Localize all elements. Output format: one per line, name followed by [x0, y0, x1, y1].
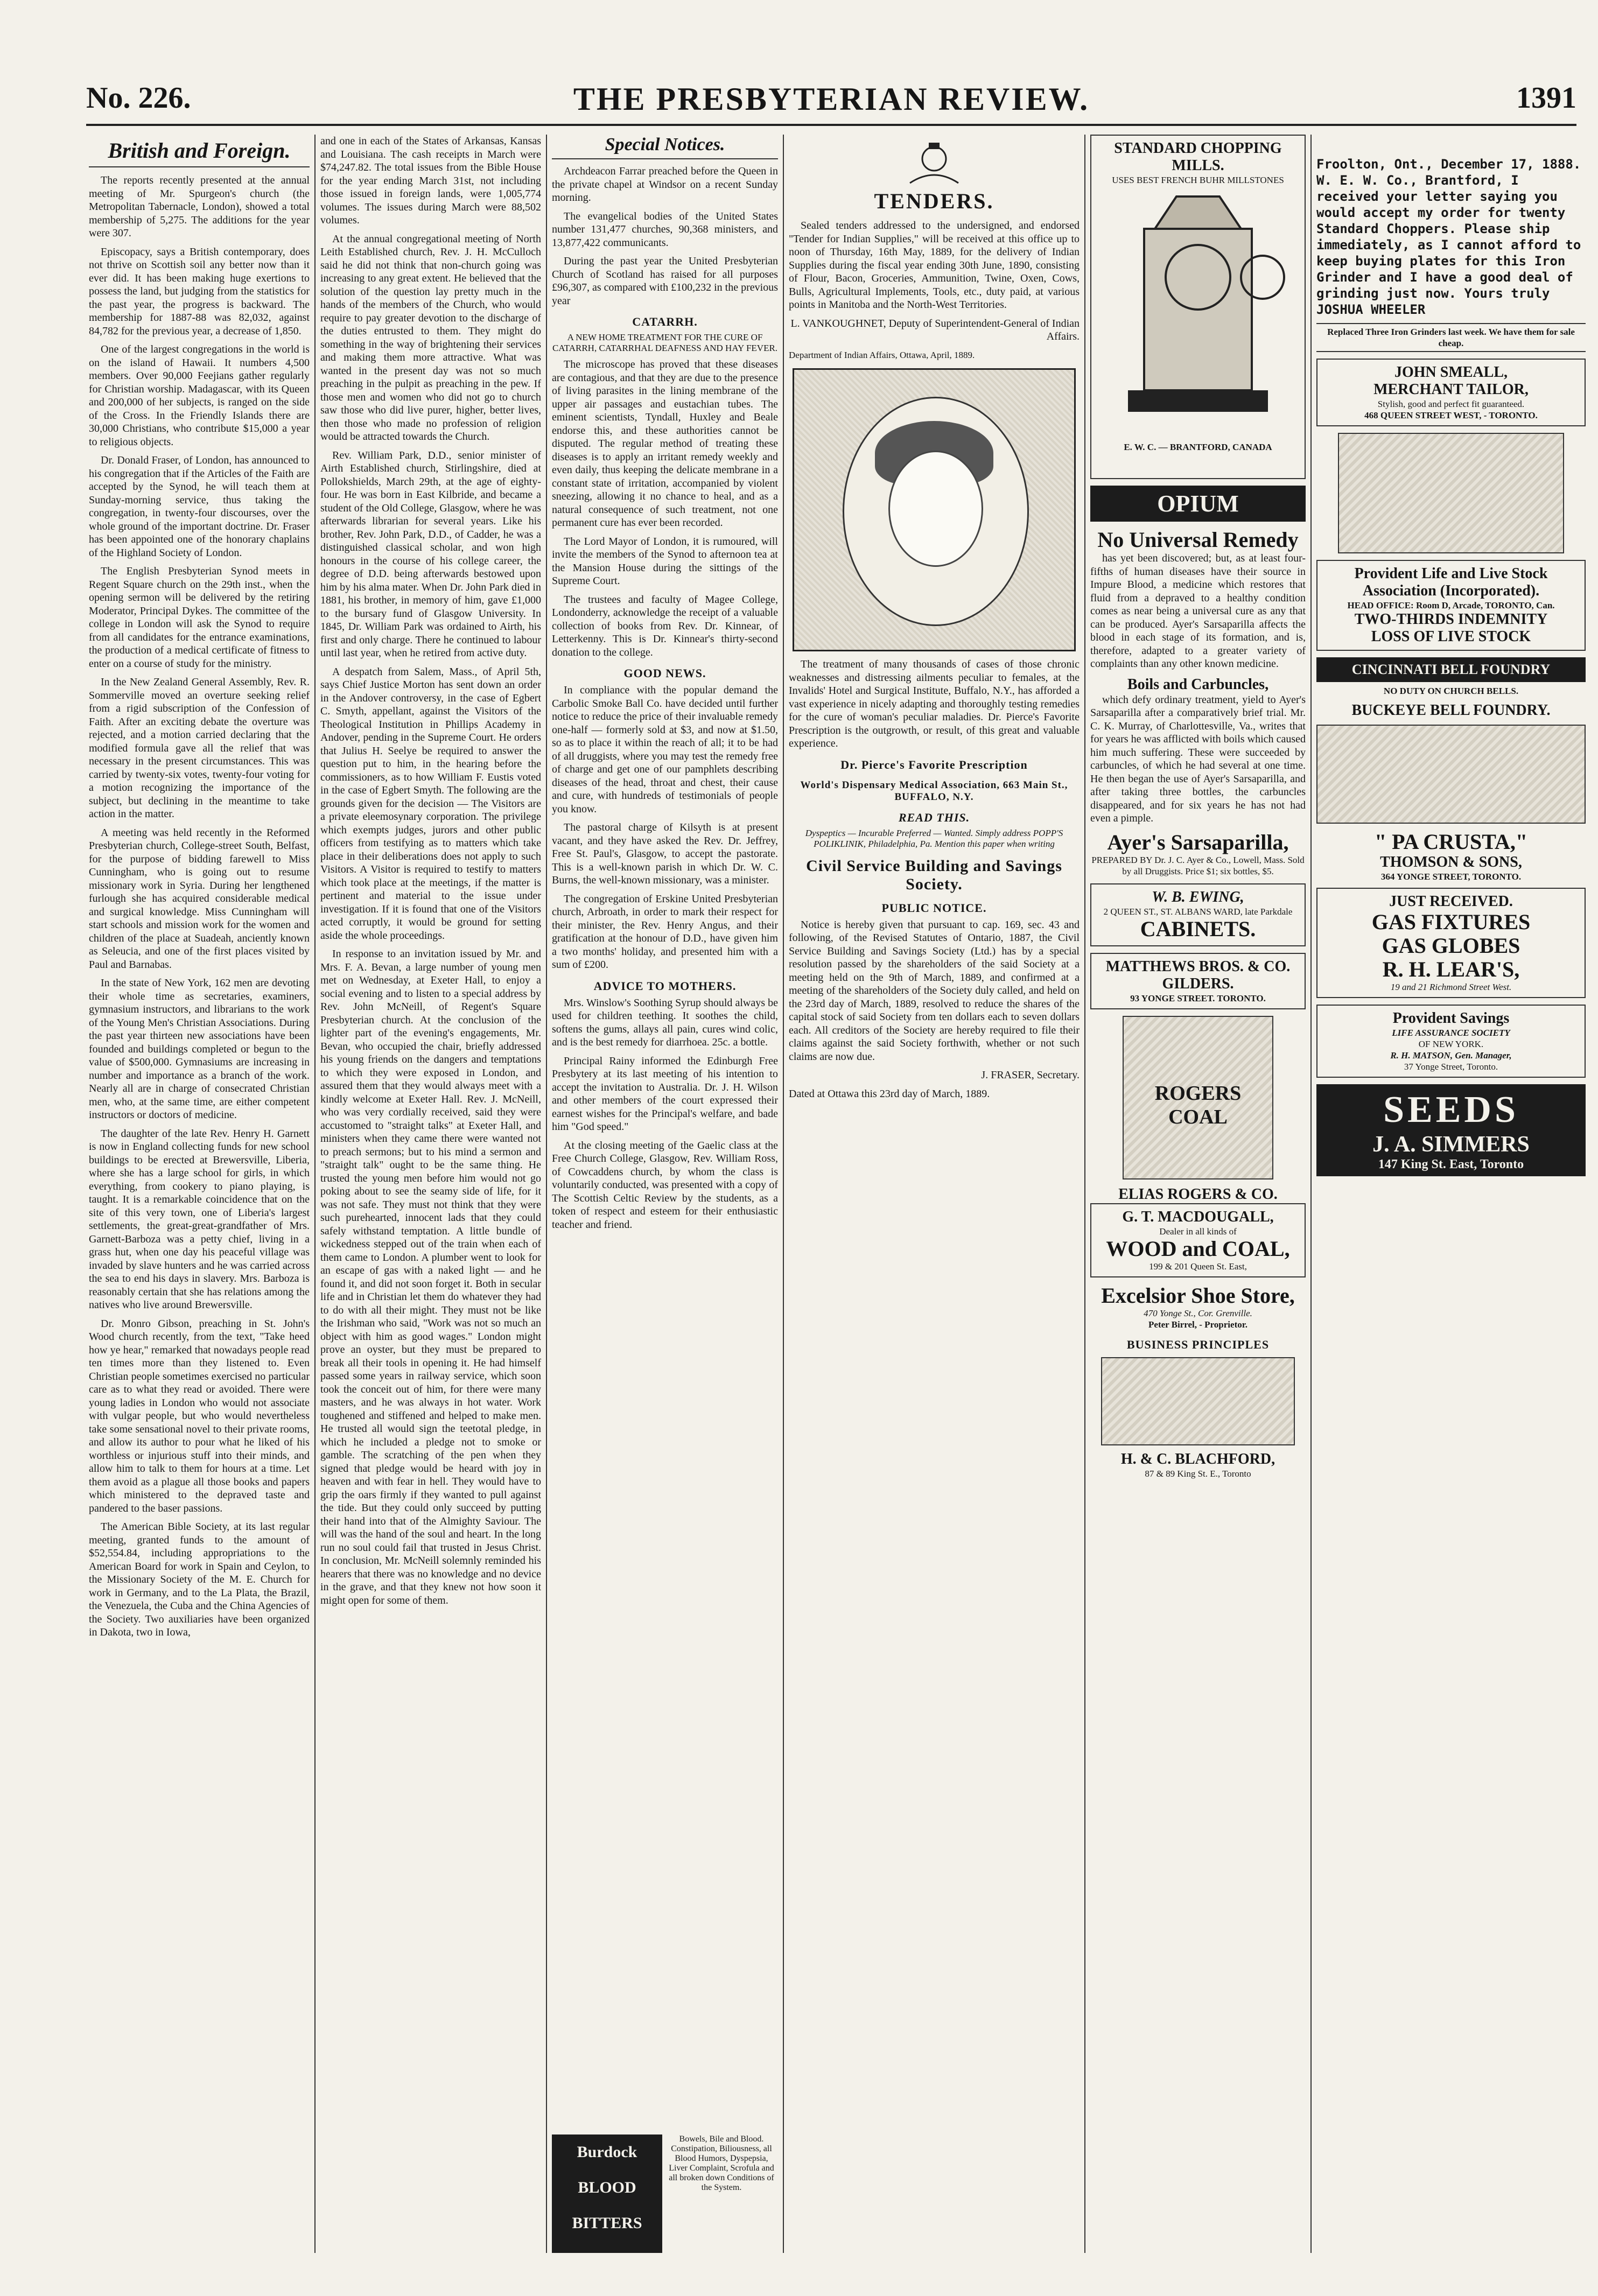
- notice: The evangelical bodies of the United States number 131,477 churches, 90,368 ministers, and 13,877,422 communicants.: [552, 210, 778, 249]
- excelsior-address: 470 Yonge St., Cor. Grenville.: [1144, 1308, 1252, 1318]
- article: A meeting was held recently in the Reformed Presbyterian church, College-street South, Belfast, for the purpose of bidding farewell to Miss Cunningham, who is going out to resume missionary work in Syria. During her lengthened furlough she has acquired considerable medical and surgical knowledge. Miss Cunningham will start schools and mission work for the women and children of the place at Suadeah, anciently known as Seleucia, and one of the first places visited by Paul and Barnabas.: [89, 826, 310, 971]
- article: Rev. William Park, D.D., senior minister of Airth Established church, Stirlingshire, died at Pollokshields, March 29th, at the age of eighty-four. He was born in East Kilbride, and became a student of the Old College, Glasgow, where he was afterwards librarian for several years. Like his brother, Rev. John Park, D.D., of Cadder, he was a distinguished classical scholar, and won high honours in the course of his college career, the degree of D.D. being afterwards bestowed upon him by his alma mater. When Dr. John Park died in 1881, his brother, in memory of him, gave £1,000 to the bursary fund of Glasgow University. In 1845, Dr. William Park was ordained to Airth, his first and only charge. There he continued to labour until last year, when he retired from active duty.: [320, 449, 541, 659]
- public-notice-date: Dated at Ottawa this 23rd day of March, 1889.: [789, 1087, 990, 1100]
- provident-live-stock-ad: [1316, 560, 1586, 651]
- elias-rogers: ELIAS ROGERS & CO.: [1118, 1185, 1278, 1203]
- ayer-title: Ayer's Sarsaparilla,: [1107, 830, 1289, 854]
- lear-title: R. H. LEAR'S,: [1382, 957, 1520, 981]
- matthews-address: 93 YONGE STREET. TORONTO.: [1130, 993, 1266, 1003]
- civil-service-title: Civil Service Building and Savings Society.: [806, 856, 1062, 893]
- burdock-word: Burdock: [577, 2143, 637, 2161]
- column-rule: [1084, 135, 1085, 2253]
- good-news-body: In compliance with the popular demand the Carbolic Smoke Ball Co. have decided until further notice to reduce the price of their invaluable remedy one-half — formerly sold at $3, and now at $1.50, so as to place it within the reach of all; it to be had of all druggists, where you may test the remedy free of charge and get one of our pamphlets describing diseases of the head, throat and chest, their cause and cure, with hundreds of testimonials of people you know.: [552, 684, 778, 815]
- tenders-place: Department of Indian Affairs, Ottawa, April, 1889.: [789, 349, 975, 360]
- loss-heading: LOSS OF LIVE STOCK: [1371, 628, 1531, 645]
- read-this-title: READ THIS.: [898, 810, 970, 824]
- matthews-ad: [1090, 953, 1306, 1009]
- coal-bag-image: [1123, 1016, 1273, 1179]
- burdock-blood-bitters-ad: [552, 2134, 662, 2253]
- gas-fixtures-ad: [1316, 888, 1586, 998]
- article: In the state of New York, 162 men are devoting their whole time as secretaries, examiners, gymnasium instructors, and librarians to the work of the Young Men's Christian Associations. During the past year thirteen new associations have been founded and buildings completed or begun to the value of $500,000. Gymnasiums are increasing in number and importance as a branch of the work. Nearly all are in charge of consecrated Christian men, who, at the same time, are either competent instructors or doctors of medicine.: [89, 977, 310, 1121]
- cabinets-heading: CABINETS.: [1140, 916, 1256, 941]
- column-rule: [314, 135, 316, 2253]
- notice: Principal Rainy informed the Edinburgh Free Presbytery at its last meeting of his intention to accept the invitation to Australia. Dr. J. H. Wilson and other members of the court expressed their earnest wishes for the Principal's welfare, and bade him "God speed.": [552, 1055, 778, 1133]
- smeall-ad: [1316, 359, 1586, 426]
- opium-ad: OPIUM: [1090, 486, 1306, 522]
- macdougall-title: G. T. MACDOUGALL,: [1122, 1208, 1274, 1225]
- smeall-address: 468 QUEEN STREET WEST, - TORONTO.: [1364, 410, 1538, 420]
- macdougall-ad: [1090, 1203, 1306, 1277]
- tenders-signature: L. VANKOUGHNET, Deputy of Superintendent-General of Indian Affairs.: [790, 317, 1080, 342]
- remedy-title: No Universal Remedy: [1097, 528, 1299, 552]
- notice: At the closing meeting of the Gaelic class at the Free Church College, Glasgow, Rev. William Ross, of Cowcaddens church, by whom the class is voluntarily conducted, was presented with a copy of The Scottish Celtic Review by the students, as a token of respect and esteem for their enthusiastic teacher and friend.: [552, 1139, 778, 1231]
- column-rule: [1310, 135, 1312, 2253]
- blachford-address: 87 & 89 King St. E., Toronto: [1145, 1468, 1251, 1479]
- public-notice-body: Notice is hereby given that pursuant to cap. 169, sec. 43 and following, of the Revised Statutes of Ontario, 1887, the Civil Service Building and Savings Society (Ltd.) has by a special resolution passed by the shareholders of the said Society at a meeting held on the 9th of March, 1889, and confirmed at a meeting of the shareholders of the Society duly called, and held on the 23rd day of March, 1889, resolved to reduce the shares of the capital stock of said Society from ten dollars each to seven dollars each. All creditors of the Society are hereby required to file their claims against the said Society forthwith, whether or not such claims are now due.: [789, 918, 1080, 1063]
- provident-title: Provident Life and Live Stock Association (Incorporated).: [1354, 565, 1548, 599]
- column-british-foreign: [89, 135, 310, 2253]
- column-two: [320, 135, 541, 2253]
- article: and one in each of the States of Arkansas, Kansas and Louisiana. The cash receipts in March were $74,247.82. The total issues from the Bible House for the year ending March 31st, not including those issued in foreign lands, were 1,005,774 volumes. The issues during March were 88,502 volumes.: [320, 135, 541, 226]
- matson-name: R. H. MATSON, Gen. Manager,: [1390, 1050, 1512, 1061]
- article: The American Bible Society, at its last regular meeting, granted funds to the amount of $52,554.84, including appropriations to the American Board for work in Spain and Ceylon, to the Missionary Society of the M. E. Church for work in Germany, and to the La Plata, the Brazil, the Venezuela, the Cuba and the China Agencies of the Society. Two auxiliaries have been organized in Dakota, two in Iowa,: [89, 1521, 310, 1638]
- macdougall-address: 199 & 201 Queen St. East,: [1149, 1261, 1247, 1272]
- column-rule: [546, 135, 547, 2253]
- page-number: 1391: [1516, 81, 1576, 115]
- thomson-title: THOMSON & SONS,: [1380, 854, 1522, 870]
- replaced-notice: Replaced Three Iron Grinders last week. We have them for sale cheap.: [1316, 323, 1586, 352]
- article: The reports recently presented at the annual meeting of Mr. Spurgeon's church (the Metropolitan Tabernacle, London), showed a total membership of 5,275. The additions for the year were 307.: [89, 174, 310, 239]
- smeall-body: Stylish, good and perfect fit guaranteed.: [1377, 399, 1525, 409]
- column-special-notices: [552, 135, 778, 2253]
- wheeler-letter: Froolton, Ont., December 17, 1888. W. E. W. Co., Brantford, I received your letter saying you would accept my order for twenty Standard Choppers. Please ship immediately, as I cannot afford to keep buying plates for this Iron Grinder and I have a good deal of grinding just now. Yours truly JOSHUA WHEELER: [1316, 157, 1581, 317]
- thomson-address: 364 YONGE STREET, TORONTO.: [1380, 872, 1522, 882]
- article: Dr. Donald Fraser, of London, has announced to his congregation that if the Articles of the Faith are accepted by the Synod, he will teach them at Sunday-morning service, thus taking the congregation, in twenty-four discourses, over the whole ground of the important doctrine. Dr. Fraser has been appointed one of the honorary chaplains of the Highland Society of London.: [89, 454, 310, 559]
- ayer-prepared: PREPARED BY Dr. J. C. Ayer & Co., Lowell, Mass. Sold by all Druggists. Price $1; six bottles, $5.: [1091, 854, 1305, 876]
- notice: Archdeacon Farrar preached before the Queen in the private chapel at Windsor on a recent Sunday morning.: [552, 165, 778, 203]
- notice: The congregation of Erskine United Presbyterian church, Arbroath, in order to mark their respect for their minister, the Rev. Henry Angus, and their gratification at the honour of D.D., have given him a two months' holiday, and presented him with a sum of £200.: [552, 893, 778, 971]
- macdougall-dealer: Dealer in all kinds of: [1159, 1226, 1237, 1237]
- boils-title: Boils and Carbuncles,: [1127, 676, 1269, 693]
- tenders-title: TENDERS.: [874, 189, 994, 213]
- burdock-side-text: Bowels, Bile and Blood. Constipation, Biliousness, all Blood Humors, Dyspepsia, Liver Complaint, Scrofula and all broken down Conditions of the System.: [669, 2134, 774, 2192]
- pierce-title: Dr. Pierce's Favorite Prescription: [840, 757, 1028, 771]
- column-ads-right: [1316, 135, 1586, 2253]
- ewing-subtitle: 2 QUEEN ST., ST. ALBANS WARD, late Parkdale: [1103, 906, 1293, 917]
- section-heading: British and Foreign.: [89, 138, 310, 167]
- savings-new-york: OF NEW YORK.: [1418, 1039, 1484, 1049]
- notice: During the past year the United Presbyterian Church of Scotland has raised for all purposes £96,307, as compared with £100,232 in the previous year: [552, 255, 778, 307]
- smeall-subtitle: MERCHANT TAILOR,: [1373, 381, 1529, 398]
- simmers-title: J. A. SIMMERS: [1372, 1132, 1530, 1157]
- blood-word: BLOOD: [578, 2179, 636, 2196]
- royal-crest-icon: [905, 140, 964, 188]
- remedy-body: has yet been discovered; but, as at least four-fifths of human diseases have their source in Impure Blood, a medicine which restores that fluid from a depraved to a healthy condition comes as near being a universal cure as any that can be produced. Ayer's Sarsaparilla affects the blood in each stage of its formation, and is, therefore, adapted to a greater variety of complaints than any other known medicine.: [1090, 552, 1306, 670]
- seeds-ad: [1316, 1084, 1586, 1176]
- lear-address: 19 and 21 Richmond Street West.: [1390, 982, 1512, 992]
- public-notice-signature: J. FRASER, Secretary.: [981, 1069, 1080, 1081]
- smeall-title: JOHN SMEALL,: [1394, 364, 1508, 381]
- mills-title: STANDARD CHOPPING MILLS.: [1114, 140, 1282, 174]
- bitters-word: BITTERS: [572, 2214, 642, 2232]
- notice: The Lord Mayor of London, it is rumoured, will invite the members of the Synod to afternoon tea at the Mansion House during the sittings of the Supreme Court.: [552, 535, 778, 587]
- article: One of the largest congregations in the world is on the island of Hawaii. It numbers 4,500 members. Over 90,000 Feejians gather regularly for Christian worship. Madagascar, with its Queen and 200,000 of her subjects, is ranged on the side of the Cross. In the Friendly Islands there are 30,000 Christians, who contribute $15,000 a year to religious objects.: [89, 343, 310, 448]
- bell-image: [1316, 725, 1586, 824]
- seeds-heading: SEEDS: [1383, 1089, 1519, 1131]
- savings-subtitle: LIFE ASSURANCE SOCIETY: [1392, 1028, 1510, 1038]
- wood-and-coal: WOOD and COAL,: [1106, 1236, 1290, 1261]
- catarrh-title: CATARRH.: [632, 315, 698, 328]
- lion-emblem-image: [1338, 433, 1564, 553]
- boils-body: which defy ordinary treatment, yield to Ayer's Sarsaparilla after a comparatively brief trial. Mr. C. K. Murray, of Charlottesville, Va., writes that for years he was afflicted with boils which caused him much suffering. These were succeeded by carbuncles, of which he had several at one time. He then began the use of Ayer's Sarsaparilla, and after taking three bottles, the carbuncles disappeared, and for six years he has not had even a pimple.: [1090, 693, 1306, 824]
- simmers-address: 147 King St. East, Toronto: [1378, 1157, 1524, 1171]
- catarrh-body: The microscope has proved that these diseases are contagious, and that they are due to the presence of living parasites in the lining membrane of the upper air passages and eustachian tubes. The eminent scientists, Tyndall, Huxley and Beale endorse this, and these authorities cannot be disputed. The regular method of treating these diseases is to apply an irritant remedy weekly and even daily, thus keeping the delicate membrane in a constant state of irritation, accompanied by violent sneezing, allowing it no chance to heal, and as a natural consequence of such treatment, not one permanent cure has ever been recorded.: [552, 359, 778, 529]
- pierce-body: The treatment of many thousands of cases of those chronic weaknesses and distressing ailments peculiar to females, at the Invalids' Hotel and Surgical Institute, Buffalo, N.Y., has afforded a vast experience in nicely adapting and thoroughly testing remedies for the cure of woman's peculiar maladies. Dr. Pierce's Favorite Prescription is the outgrowth, or result, of this great and valuable experience.: [789, 658, 1080, 749]
- indemnity-heading: TWO-THIRDS INDEMNITY: [1354, 611, 1548, 628]
- provident-office: HEAD OFFICE: Room D, Arcade, TORONTO, Can.: [1347, 600, 1555, 610]
- section-heading: Special Notices.: [552, 135, 778, 159]
- ewing-ad: [1090, 883, 1306, 946]
- notice: The trustees and faculty of Magee College, Londonderry, acknowledge the receipt of a valuable collection of books from Rev. Dr. Kinnear, of Letterkenny. This is Dr. Kinnear's thirty-second donation to the college.: [552, 593, 778, 658]
- blachford-title: H. & C. BLACHFORD,: [1120, 1450, 1275, 1468]
- article: A despatch from Salem, Mass., of April 5th, says Chief Justice Morton has sent down an order in the Andover controversy, in the case of Egbert C. Smyth, appellant, against the Visitors of the Theological Institution in Phillips Academy in Andover, pending in the Supreme Court. He orders that Julius H. Seelye be required to answer the question put to him, in the hearing before the commissioners, as to how William F. Eustis voted in the case of Egbert Smyth. The following are the grounds given for the decision — The Visitors are a private eleemosynary corporation. The privilege which exempts judges, jurors and other public officers from testifying as to matters which take place in their deliberations does not apply to such Visitors. A Visitor is required to testify to matters which took place at the meetings, if the matter is pertinent and material to the issue under investigation. If it is found that one of the Visitors acted corruptly, it would be ground for setting aside the whole proceedings.: [320, 665, 541, 942]
- shoe-image: [1101, 1357, 1295, 1445]
- business-principles: BUSINESS PRINCIPLES: [1126, 1337, 1270, 1351]
- gilders-heading: GILDERS.: [1162, 975, 1234, 992]
- article: In the New Zealand General Assembly, Rev. R. Sommerville moved an overture seeking relief from a rigid subscription of the Confession of Faith. After an exciting debate the overture was rejected, and a motion carried declaring that the modified formula gave all the relief that was necessary in the present circumstances. This was carried by twenty-six votes, twenty-four voting for a motion recognizing the importance of the subject, but declining in the meantime to take action in the matter.: [89, 676, 310, 820]
- article: In response to an invitation issued by Mr. and Mrs. F. A. Bevan, a large number of young men met on Wednesday, at Exeter Hall, to enjoy a social evening and to listen to a special address by Rev. John McNeill, of Regent's Square Presbyterian church. At the conclusion of the lighter part of the evening's engagements, Mr. Bevan, who occupied the chair, briefly addressed his young friends on the dangers and temptations to which they were exposed in London, and assured them that they would always meet with a kindly welcome at Exeter Hall. Rev. J. McNeill, who was very cordially received, said they were accustomed to "straight talks" at Exeter Hall, and ministers when they came there were wanted not to preach sermons; but to his mind a sermon and "straight talk" ought to be the same thing. He trusted the young men before him would not go poking about to see the seamy side of life, for it was not safe. They must not think that they were such purehearted, innocent lads that they could safely withstand temptation. A little bundle of wickedness stepped out of the train when each of them came to London. A plumber went to look for an escape of gas with a naked light — and he found it, and did not soon forget it. Both in secular life and in Christian let them do whatever they had to do with all their might. They must not be like the Irishman who said, "Work was not so much an object with him as good wages." London might prove an oyster, but they must be prepared to break all their tools in opening it. He had himself passed some years in railway service, which soon took the conceit out of him, for there were many masters, and he was always in hot water. Work toughened and stiffened and helped to make men. He trusted all would sign the teetotal pledge, in which he included a pledge not to smoke or gamble. The scratching of the pen when they signed that pledge would be heard with joy in heaven and with fear in hell. They would have to grip the oars firmly if they wanted to pull against the tide. But they could only succeed by putting their hand into that of the Almighty Saviour. The will was the hand of the soul and heart. In the long run no soul could fail that trusted in Jesus Christ. In conclusion, Mr. McNeill solemnly reminded his hearers that there was no knowledge and no device in the grave, and that they knew not how soon it might open for some of them.: [320, 948, 541, 1606]
- public-notice-title: PUBLIC NOTICE.: [881, 901, 987, 915]
- cincinnati-bell-ad: CINCINNATI BELL FOUNDRY: [1316, 657, 1586, 682]
- article: At the annual congregational meeting of North Leith Established church, Rev. J. H. McCulloch said he did not think that non-church going was increasing to any great extent. He believed that the solution of the question lay pretty much in the hands of the members of the Church, who would require to pay greater devotion to the discharge of the duties entrusted to them. They might do something in the way of brightening their services and making them more attractive. What was wanted in the present day was not so much preaching in the pulpit as preaching in the pew. If those men and women who did not go to church saw those who did live purer, higher, better lives, then those who made no profession of religion would be attracted towards the Church.: [320, 233, 541, 443]
- coal-bag-label: ROGERS COAL: [1154, 1082, 1242, 1128]
- article: Dr. Monro Gibson, preaching in St. John's Wood church recently, from the text, "Take heed how ye hear," remarked that nowadays people read ten times more than they listened to. Even Christian people sometimes exercised no particular care as to what they read or avoided. There were young ladies in London who would not associate with vulgar people, but who would nevertheless take some sensational novel to their private rooms, and allow its author to pour what he liked of his worthless or injurious stuff into their minds, and allow him to talk to them for hours at a time. Let them avoid as a plague all those books and papers which ministered to the depraved taste and pandered to the baser passions.: [89, 1317, 310, 1514]
- advice-title: ADVICE TO MOTHERS.: [593, 979, 737, 993]
- column-ads-middle: [1090, 135, 1306, 2253]
- chopping-mill-machine-icon: [1106, 186, 1289, 439]
- excelsior-title: Excelsior Shoe Store,: [1101, 1283, 1295, 1308]
- notice: The pastoral charge of Kilsyth is at present vacant, and they have asked the Rev. Dr. Jeffrey, Free St. Paul's, Glasgow, to accept the pastorate. This is a well-known parish in which Dr. W. C. Burns, the well-known missionary, was a minister.: [552, 821, 778, 886]
- column-rule: [783, 135, 784, 2253]
- masthead: [86, 81, 1576, 126]
- article: The English Presbyterian Synod meets in Regent Square church on the 29th inst., when the opening sermon will be delivered by the retiring Moderator, Principal Dykes. The committee of the college in London will ask the Synod to require from all candidates for the entrance examinations, the production of a medical certificate of fitness to enter on a course of study for the ministry.: [89, 565, 310, 670]
- woman-portrait-image: [793, 368, 1076, 651]
- wdma-address: World's Dispensary Medical Association, 663 Main St., BUFFALO, N.Y.: [800, 779, 1068, 803]
- issue-number: No. 226.: [86, 81, 191, 115]
- provident-savings-ad: [1316, 1005, 1586, 1078]
- good-news-title: GOOD NEWS.: [623, 666, 706, 680]
- matthews-title: MATTHEWS BROS. & CO.: [1105, 958, 1291, 975]
- gas-globes-heading: GAS GLOBES: [1382, 933, 1520, 958]
- tenders-body: Sealed tenders addressed to the undersigned, and endorsed "Tender for Indian Supplies," will be received at this office up to noon of Thursday, 16th May, 1889, for the delivery of Indian Supplies during the fiscal year ending 30th June, 1890, consisting of Flour, Bacon, Groceries, Ammunition, Twine, Oxen, Cows, Bulls, Agricultural Implements, Tools, etc., duty paid, at various points in Manitoba and the North-West Territories.: [789, 220, 1080, 311]
- newspaper-title: THE PRESBYTERIAN REVIEW.: [573, 81, 1090, 117]
- gas-fixtures-heading: GAS FIXTURES: [1371, 910, 1531, 934]
- article: Episcopacy, says a British contemporary, does not thrive on Scottish soil any better now than it ever did. It has been making huge exertions to possess the land, but judging from the statistics for the past year, the progress is backward. The membership for 1887-88 was 82,032, against 84,782 for the previous year, a decrease of 1,850.: [89, 245, 310, 337]
- ewing-title: W. B. EWING,: [1152, 888, 1244, 905]
- catarrh-subtitle: A NEW HOME TREATMENT FOR THE CURE OF CATARRH, CATARRHAL DEAFNESS AND HAY FEVER.: [552, 332, 778, 353]
- chopping-mills-ad: [1090, 135, 1306, 479]
- no-duty-bells: NO DUTY ON CHURCH BELLS.: [1383, 686, 1519, 696]
- matson-address: 37 Yonge Street, Toronto.: [1404, 1062, 1498, 1072]
- read-this-body: Dyspeptics — Incurable Preferred — Wanted. Simply address POPP'S POLIKLINIK, Philadelphia, Pa. Mention this paper when writing: [805, 827, 1063, 849]
- buckeye-bell-title: BUCKEYE BELL FOUNDRY.: [1351, 702, 1551, 719]
- mills-maker: E. W. C. — BRANTFORD, CANADA: [1124, 442, 1272, 452]
- just-received: JUST RECEIVED.: [1389, 893, 1513, 910]
- pa-crusta-title: " PA CRUSTA,": [1374, 830, 1528, 854]
- column-tenders: [789, 135, 1080, 2253]
- savings-title: Provident Savings: [1392, 1010, 1510, 1027]
- advice-body: Mrs. Winslow's Soothing Syrup should always be used for children teething. It soothes the child, softens the gums, allays all pain, cures wind colic, and is the best remedy for diarrhoea. 25c. a bottle.: [552, 996, 778, 1048]
- mills-subtitle: USES BEST FRENCH BUHR MILLSTONES: [1112, 175, 1284, 185]
- excelsior-proprietor: Peter Birrel, - Proprietor.: [1148, 1319, 1247, 1330]
- article: The daughter of the late Rev. Henry H. Garnett is now in England collecting funds for new school buildings to be erected at Brewersville, Liberia, where she has a large school for girls, in which everything, from cookery to piano playing, is taught. It is a remarkable coincidence that on the site of this very town, one of Liberia's largest settlements, the great-great-grandfather of Mrs. Garnett-Barboza was a petty chief, living in a grass hut, when one day his peaceful village was invaded by slave hunters and he was carried across the sea to end his days in slavery. Mrs. Barboza is reasonably certain that she has relations among the natives who live around Brewersville.: [89, 1127, 310, 1311]
